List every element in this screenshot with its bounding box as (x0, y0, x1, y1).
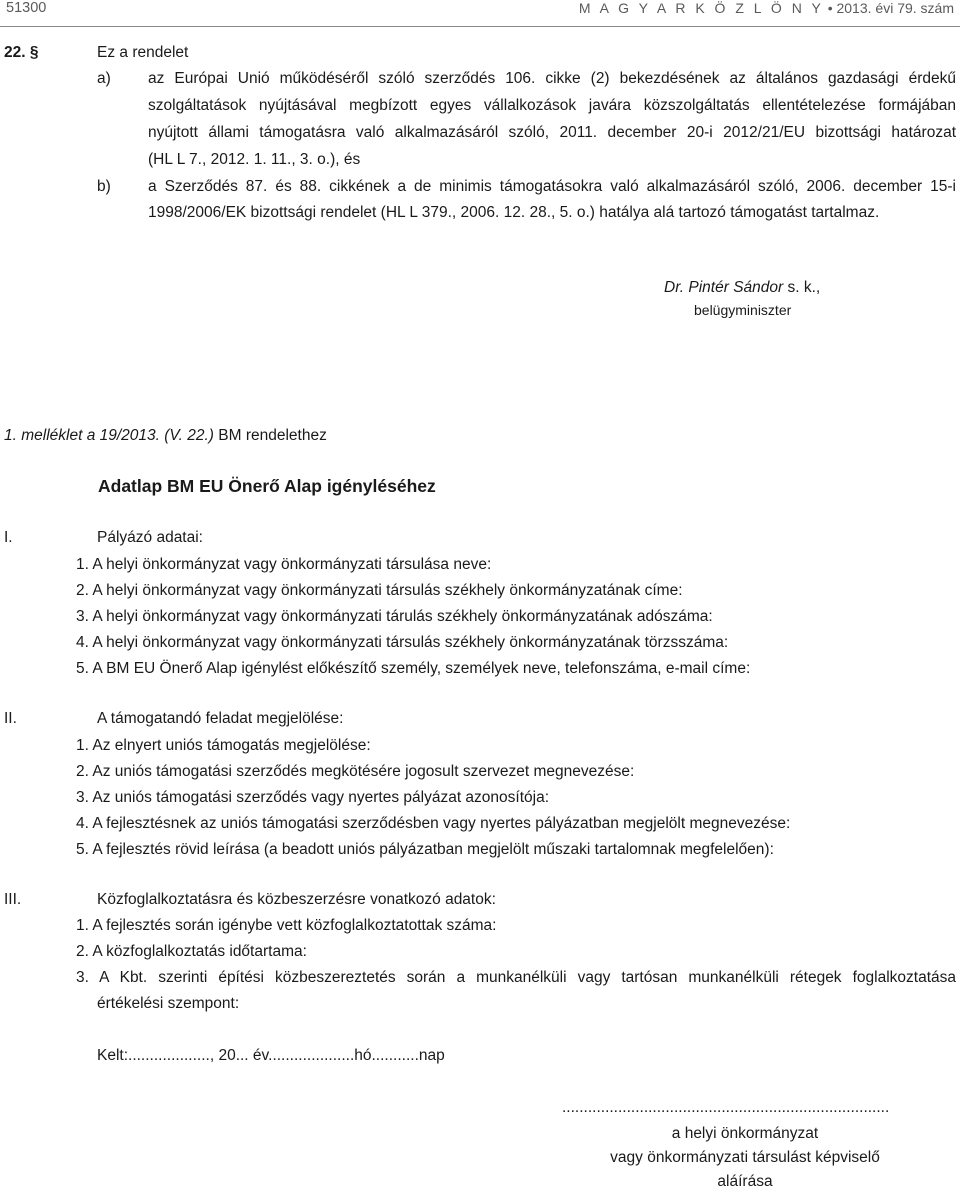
item-b-line-2: 1998/2006/EK bizottsági rendelet (HL L 379., 2006. 12. 28., 5. o.) hatálya alá tartozó támogatást tartalmaz. (148, 204, 880, 221)
journal-title (579, 0, 954, 16)
minister-suffix: s. k., (783, 279, 821, 296)
part2-item-1: 1. Az elnyert uniós támogatás megjelölése: (76, 737, 371, 754)
journal-issue: 2013. évi 79. szám (836, 0, 954, 16)
part2-item-3: 3. Az uniós támogatási szerződés vagy nyertes pályázat azonosítója: (76, 789, 550, 806)
signature-label-1: a helyi önkormányzat (671, 1125, 819, 1142)
part3-title: Közfoglalkoztatásra és közbeszerzésre vonatkozó adatok: (97, 891, 496, 908)
signature-label-2: vagy önkormányzati társulást képviselő (610, 1149, 880, 1166)
annex-heading-italic: 1. melléklet a 19/2013. (V. 22.) (4, 427, 214, 444)
section-intro: Ez a rendelet (97, 44, 189, 61)
signature-dots: ............................................................................ (562, 1099, 890, 1116)
part3-item-3-line-2: értékelési szempont: (97, 995, 240, 1012)
part1-item-3: 3. A helyi önkormányzat vagy önkormányzati tárulás székhely önkormányzatának adószáma: (76, 608, 713, 625)
item-a-line-4: (HL L 7., 2012. 1. 11., 3. o.), és (148, 151, 361, 168)
signature-label-3: aláírása (717, 1173, 773, 1190)
section-number: 22. § (4, 44, 39, 61)
header-bullet: • (827, 0, 833, 16)
item-a-label: a) (97, 70, 111, 87)
date-line: Kelt:..................., 20... év....................hó...........nap (97, 1047, 445, 1064)
part1-item-2: 2. A helyi önkormányzat vagy önkormányzati társulás székhely önkormányzatának címe: (76, 582, 683, 599)
minister-signature (664, 278, 820, 298)
part2-roman: II. (4, 710, 17, 727)
part1-title: Pályázó adatai: (97, 529, 203, 546)
annex-heading (4, 426, 327, 446)
item-a-line-3: nyújtott állami támogatásra való alkalmazásáról szóló, 2011. december 20-i 2012/21/EU bizottsági határozat (148, 124, 956, 141)
item-a-line-1: az Európai Unió működéséről szóló szerződés 106. cikke (2) bekezdésének az általános gazdasági érdekű (148, 70, 956, 87)
part2-item-5: 5. A fejlesztés rövid leírása (a beadott uniós pályázatban megjelölt műszaki tartalomnak megfelelően): (76, 841, 774, 858)
form-title: Adatlap BM EU Önerő Alap igényléséhez (98, 476, 436, 496)
part2-item-2: 2. Az uniós támogatási szerződés megkötésére jogosult szervezet megnevezése: (76, 763, 635, 780)
part1-item-4: 4. A helyi önkormányzat vagy önkormányzati társulás székhely önkormányzatának törzsszáma: (76, 634, 729, 651)
item-a-line-2: szolgáltatások nyújtásával megbízott egyes vállalkozások javára közszolgáltatás ellentételezése formájában (148, 97, 956, 114)
part1-roman: I. (4, 529, 13, 546)
journal-name: M A G Y A R K Ö Z L Ö N Y (578, 0, 824, 16)
item-b-line-1: a Szerződés 87. és 88. cikkének a de minimis támogatásokra való alkalmazásáról szóló, 2006. december 15-i (148, 178, 956, 195)
page-header (0, 0, 960, 26)
page-number: 51300 (6, 0, 47, 16)
part1-item-5: 5. A BM EU Önerő Alap igénylést előkészítő személy, személyek neve, telefonszáma, e-mail címe: (76, 660, 751, 677)
part2-title: A támogatandó feladat megjelölése: (97, 710, 344, 727)
part3-item-2: 2. A közfoglalkoztatás időtartama: (76, 943, 307, 960)
minister-role: belügyminiszter (694, 302, 792, 318)
part3-roman: III. (4, 891, 22, 908)
part3-item-3-line-1: 3. A Kbt. szerinti építési közbeszereztetés során a munkanélküli vagy tartósan munkanélküli rétegek foglalkoztatása (76, 969, 956, 986)
header-divider (0, 26, 960, 27)
annex-heading-rest: BM rendelethez (213, 427, 327, 444)
part3-item-1: 1. A fejlesztés során igénybe vett közfoglalkoztatottak száma: (76, 917, 497, 934)
part1-item-1: 1. A helyi önkormányzat vagy önkormányzati társulása neve: (76, 556, 492, 573)
item-b-label: b) (97, 178, 111, 195)
part2-item-4: 4. A fejlesztésnek az uniós támogatási szerződésben vagy nyertes pályázatban megjelölt megnevezése: (76, 815, 791, 832)
minister-name: Dr. Pintér Sándor (664, 279, 784, 296)
